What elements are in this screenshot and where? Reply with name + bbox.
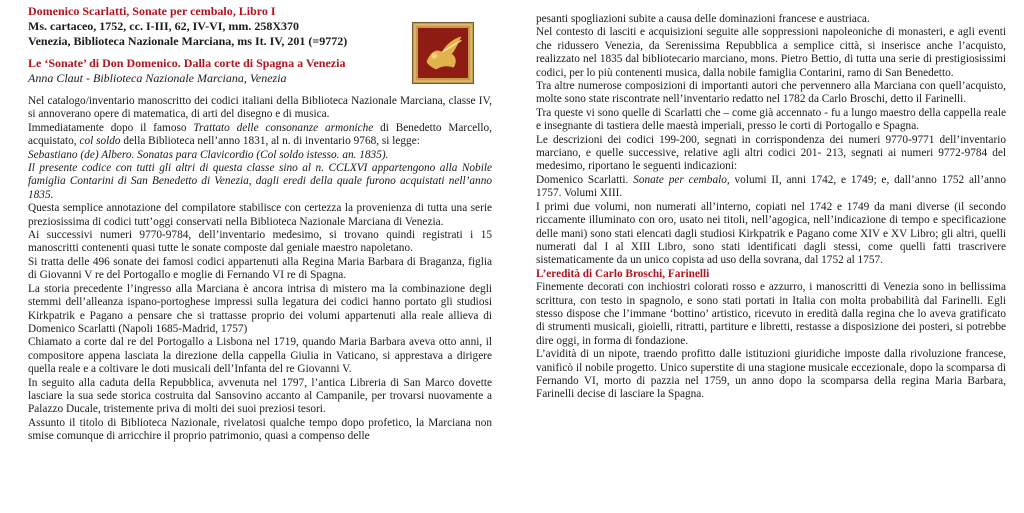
paragraph: pesanti spogliazioni subite a causa delle dominazioni francese e austriaca. <box>536 13 870 25</box>
paragraph: Questa semplice annotazione del compilatore stabilisce con certezza la provenienza di tutta una serie preziosissima di codici tutt’oggi conservati nella Biblioteca Nazionale Marciana di Venezia. <box>28 202 492 228</box>
paragraph: Le descrizioni dei codici 199-200, segnati in corrispondenza dei numeri 9770-9771 dell’inventario marciano, e quelle successive, relative agli altri codici 201- 213, segnati ai numeri 9772-9784 del medesimo, riportano le seguenti indicazioni: <box>536 133 1006 173</box>
paragraph: I primi due volumi, non numerati all’interno, copiati nel 1742 e 1749 da mani diverse (il secondo riccamente illuminato con oro, usato nei titoli, nell’agogica, nell’indicazione di tempo e specificazione delle mani) sono stati elencati dagli studiosi Kirkpatrik e Pagano come XIV e XV Libro; gli altri, quelli numerati dal I al XIII Libro, sono stati identificati dagli stessi, come quelli fatti trascrivere sistematicamente da un unico copista ad uso della sovrana, dal 1752 al 1757. <box>536 200 1006 267</box>
article-title: Le ‘Sonate’ di Don Domenico. Dalla corte di Spagna a Venezia <box>28 56 346 70</box>
paragraph: L’avidità di un nipote, traendo profitto dalle istituzioni giuridiche imposte dalla rivoluzione francese, vanificò il nobile progetto. Unico superstite di una stagione musicale eccezionale, dopo la scomparsa di Fernando VI, morto di pazzia nel 1759, un anno dopo la scomparsa della regina Maria Barbara, Farinelli decise di lasciare la Spagna. <box>536 348 1006 401</box>
left-body-text <box>28 95 492 444</box>
paragraph: In seguito alla caduta della Repubblica, avvenuta nel 1797, l’antica Libreria di San Marco dovette lasciare la sua sede storica costruita dal Sansovino accanto al Campanile, per trovarsi nuovamente a Palazzo Ducale, tristemente priva di molti dei suoi preziosi tesori. <box>28 376 492 416</box>
paragraph: Domenico Scarlatti. Sonate per cembalo, volumi II, anni 1742, e 1749; e, dall’anno 1752 all’anno 1757. Volumi XIII. <box>536 173 1006 200</box>
paragraph: Nel catalogo/inventario manoscritto dei codici italiani della Biblioteca Nazionale Marciana, classe IV, si annoverano opere di matematica, di arti del disegno e di musica. <box>28 95 492 121</box>
paragraph: Il presente codice con tutti gli altri di questa classe sino al n. CCLXVI appartengono alla Nobile famiglia Contarini di San Benedetto di Venezia, dagli eredi della quale furono acquistati nell’anno 1835. <box>28 162 492 201</box>
paragraph: Tra queste vi sono quelle di Scarlatti che – come già accennato - fu a lungo maestro della cappella reale e insegnante di tastiera delle maestà imperiali, presso le corti di Portogallo e Spagna. <box>536 106 1006 133</box>
article-author: Anna Claut - Biblioteca Nazionale Marciana, Venezia <box>28 71 287 85</box>
paragraph: Nel contesto di lasciti e acquisizioni seguite alle soppressioni napoleoniche di monasteri, e agli eventi che ridussero Venezia, da Serenissima Repubblica a semplice città, si inserisce anche l’acquisto, realizzato nel 1835 dal bibliotecario marciano, mons. Pietro Bettio, di tutta una serie di prestigiosissimi codici, per lo più contenenti musica, dalla nobile famiglia Contarini, ramo di San Benedetto. <box>536 26 1006 79</box>
paragraph: Immediatamente dopo il famoso Trattato delle consonanze armoniche di Benedetto Marcello, acquistato, col soldo della Biblioteca nell’anno 1831, al n. di inventario 9768, si legge: <box>28 121 492 148</box>
paragraph: Finemente decorati con inchiostri colorati rosso e azzurro, i manoscritti di Venezia sono in bellissima scrittura, con testo in spagnolo, e sono stati portati in Italia con molta probabilità dal Farinelli. Egli stesso dispose che l’immane ‘bottino’ artistico, ricevuto in eredità dalla regina che lo aveva gratificato di strumenti musicali, gioielli, ritratti, partiture e libretti, restasse a disposizione dei posteri, si potrebbe dire oggi, in forma di fondazione. <box>536 281 1006 347</box>
section-title: L’eredità di Carlo Broschi, Farinelli <box>536 267 710 280</box>
winged-lion-emblem-icon <box>412 22 474 84</box>
catalog-title: Domenico Scarlatti, Sonate per cembalo, Libro I <box>28 4 276 18</box>
right-page <box>512 0 1024 513</box>
paragraph: Si tratta delle 496 sonate dei famosi codici appartenuti alla Regina Maria Barbara di Braganza, figlia di Giovanni V re del Portogallo e moglie di Fernando VI re di Spagna. <box>28 255 492 282</box>
paragraph: Tra altre numerose composizioni di importanti autori che pervennero alla Marciana con quell’acquisto, molte sono state riscontrate nell’inventario redatto nel 1782 da Carlo Broschi, detto il Farinelli. <box>536 80 1006 106</box>
paragraph: Assunto il titolo di Biblioteca Nazionale, rivelatosi qualche tempo dopo profetico, la Marciana non smise comunque di arricchire il proprio patrimonio, quasi a compenso delle <box>28 416 492 443</box>
manuscript-description: Ms. cartaceo, 1752, cc. I-III, 62, IV-VI, mm. 258X370 <box>28 19 300 33</box>
paragraph: Chiamato a corte dal re del Portogallo a Lisbona nel 1719, quando Maria Barbara aveva otto anni, il compositore appena lasciata la direzione della cappella Giulia in Vaticano, si apprestava a dirigere quella reale e a coltivare le doti musicali dell’Infanta del re Giovanni V. <box>28 336 492 376</box>
right-body-text <box>536 13 1006 402</box>
paragraph: La storia precedente l’ingresso alla Marciana è ancora intrisa di mistero ma la combinazione degli stemmi dell’alleanza ispano-portoghese impressi sulla legatura dei codici hanno portato gli studiosi Kirkpatrik e Pagano a pensare che si trattasse proprio dei volumi appartenuti alla reale allieva di Domenico Scarlatti (Napoli 1685-Madrid, 1757) <box>28 282 492 335</box>
paragraph: Sebastiano (de) Albero. Sonatas para Clavicordio (Col soldo istesso. an. 1835). <box>28 148 389 161</box>
paragraph: Ai successivi numeri 9770-9784, dell’inventario medesimo, si trovano quindi registrati i 15 manoscritti contenenti quasi tutte le sonate composte dal geniale maestro napoletano. <box>28 229 492 255</box>
manuscript-location: Venezia, Biblioteca Nazionale Marciana, ms It. IV, 201 (=9772) <box>28 34 348 48</box>
